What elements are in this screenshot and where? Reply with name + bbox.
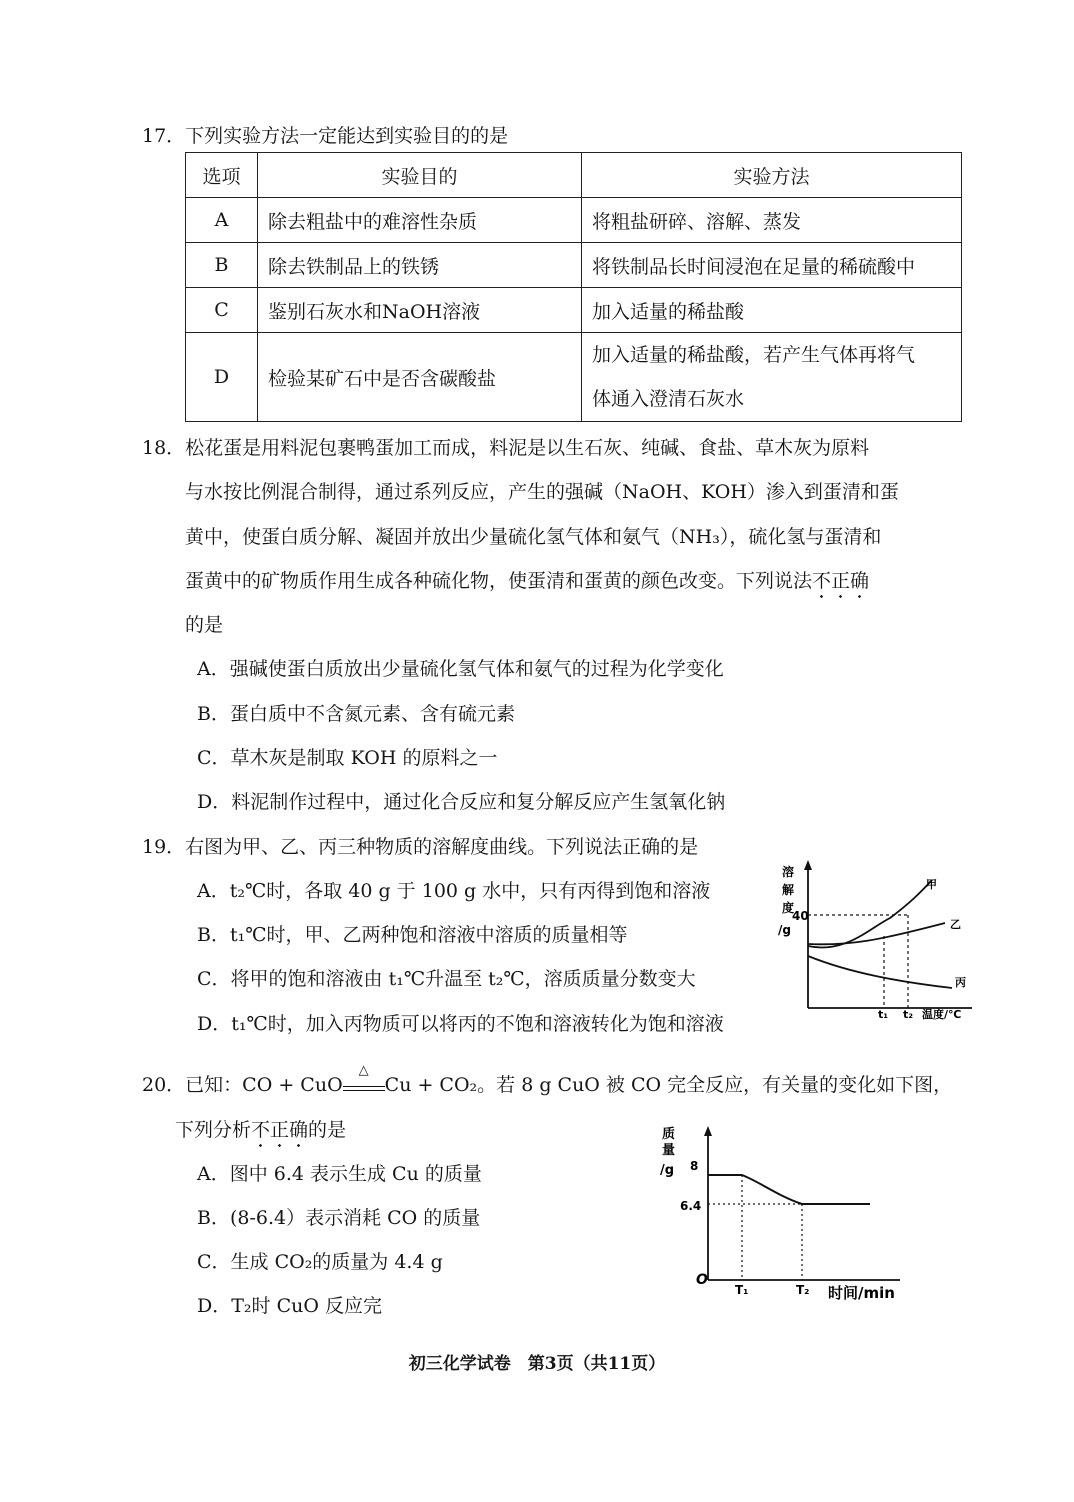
emphasis-not-correct: 不正确 bbox=[812, 570, 870, 592]
q20-line2-text-a: 下列分析 bbox=[175, 1119, 252, 1141]
q20-line1-text-a: 20．已知：CO + CuO bbox=[142, 1074, 343, 1096]
q20-option-c: C．生成 CO₂的质量为 4.4 g bbox=[197, 1251, 443, 1273]
q19-stem: 19．右图为甲、乙、丙三种物质的溶解度曲线。下列说法正确的是 bbox=[142, 836, 699, 858]
series-label-jia: 甲 bbox=[926, 878, 937, 891]
q20-line2-text-c: 的是 bbox=[308, 1119, 347, 1141]
q18-option-b: B．蛋白质中不含氮元素、含有硫元素 bbox=[197, 703, 515, 725]
row-method: 将粗盐研碎、溶解、蒸发 bbox=[582, 198, 962, 243]
q20-line1 bbox=[142, 1063, 953, 1097]
table-row bbox=[186, 288, 962, 333]
row-method bbox=[582, 333, 962, 422]
reaction-arrow bbox=[343, 1063, 385, 1091]
y-label-char: 度 bbox=[782, 901, 795, 915]
q20-option-d: D．T₂时 CuO 反应完 bbox=[197, 1295, 382, 1317]
row-purpose: 检验某矿石中是否含碳酸盐 bbox=[258, 333, 582, 422]
q20-line1-text-b: Cu + CO₂。若 8 g CuO 被 CO 完全反应，有关量的变化如下图， bbox=[384, 1074, 953, 1096]
row-purpose: 鉴别石灰水和NaOH溶液 bbox=[258, 288, 582, 333]
x-tick-t2: T₂ bbox=[796, 1283, 810, 1297]
row-option: C bbox=[186, 288, 258, 333]
series-label-yi: 乙 bbox=[950, 918, 961, 931]
equal-sign bbox=[343, 1086, 385, 1091]
row-method-line2: 体通入澄清石灰水 bbox=[592, 388, 745, 410]
y-label-char: 解 bbox=[782, 883, 795, 897]
q20-option-a: A．图中 6.4 表示生成 Cu 的质量 bbox=[197, 1163, 482, 1185]
row-method: 将铁制品长时间浸泡在足量的稀硫酸中 bbox=[582, 243, 962, 288]
row-option: A bbox=[186, 198, 258, 243]
y-tick-40: 40 bbox=[792, 909, 809, 923]
header-purpose: 实验目的 bbox=[258, 153, 582, 198]
q19-option-d: D．t₁℃时，加入丙物质可以将丙的不饱和溶液转化为饱和溶液 bbox=[197, 1013, 724, 1035]
table-header-row bbox=[186, 153, 962, 198]
y-label-char: /g bbox=[660, 1163, 675, 1178]
curve-jia bbox=[808, 880, 932, 948]
x-label: 时间/min bbox=[828, 1284, 895, 1302]
y-axis-arrow bbox=[804, 860, 812, 870]
q20-option-b: B．(8-6.4）表示消耗 CO 的质量 bbox=[197, 1207, 481, 1229]
mass-curve bbox=[708, 1175, 870, 1204]
x-label: 温度/℃ bbox=[922, 1008, 962, 1021]
x-tick-t1: T₁ bbox=[735, 1283, 749, 1297]
row-method: 加入适量的稀盐酸 bbox=[582, 288, 962, 333]
y-label-char: 溶 bbox=[782, 865, 795, 879]
q18-option-d: D．料泥制作过程中，通过化合反应和复分解反应产生氢氧化钠 bbox=[197, 791, 726, 813]
solubility-curve-graph bbox=[760, 858, 985, 1023]
q18-option-a: A．强碱使蛋白质放出少量硫化氢气体和氨气的过程为化学变化 bbox=[197, 658, 724, 680]
q19-option-c: C．将甲的饱和溶液由 t₁℃升温至 t₂℃，溶质质量分数变大 bbox=[197, 968, 696, 990]
row-purpose: 除去粗盐中的难溶性杂质 bbox=[258, 198, 582, 243]
y-label-char: 量 bbox=[662, 1143, 676, 1158]
header-method: 实验方法 bbox=[582, 153, 962, 198]
mass-time-graph bbox=[660, 1122, 920, 1304]
row-option: D bbox=[186, 333, 258, 422]
q19-option-b: B．t₁℃时，甲、乙两种饱和溶液中溶质的质量相等 bbox=[197, 924, 628, 946]
x-tick-t1: t₁ bbox=[878, 1008, 889, 1021]
row-purpose: 除去铁制品上的铁锈 bbox=[258, 243, 582, 288]
q18-line4 bbox=[185, 569, 869, 593]
y-label-char: /g bbox=[778, 923, 791, 937]
table-row bbox=[186, 243, 962, 288]
q20-line2 bbox=[175, 1118, 346, 1142]
origin-label: O bbox=[696, 1272, 708, 1288]
series-label-bing: 丙 bbox=[955, 976, 966, 989]
q18-line4-text: 蛋黄中的矿物质作用生成各种硫化物，使蛋清和蛋黄的颜色改变。下列说法 bbox=[185, 570, 813, 592]
page-footer: 初三化学试卷 第3页（共11页） bbox=[408, 1354, 666, 1374]
row-option: B bbox=[186, 243, 258, 288]
q18-line5: 的是 bbox=[185, 614, 224, 636]
emphasis-not-correct: 不正确 bbox=[251, 1119, 309, 1141]
q17-table bbox=[185, 152, 962, 422]
table-row bbox=[186, 198, 962, 243]
y-label-char: 质 bbox=[662, 1127, 676, 1142]
table-row bbox=[186, 333, 962, 422]
curve-bing bbox=[808, 956, 952, 988]
row-method-line1: 加入适量的稀盐酸，若产生气体再将气 bbox=[592, 344, 916, 366]
q18-option-c: C．草木灰是制取 KOH 的原料之一 bbox=[197, 747, 498, 769]
header-option: 选项 bbox=[186, 153, 258, 198]
heat-symbol: △ bbox=[358, 1063, 369, 1078]
y-tick-8: 8 bbox=[690, 1159, 699, 1173]
q18-line3: 黄中，使蛋白质分解、凝固并放出少量硫化氢气体和氨气（NH₃），硫化氢与蛋清和 bbox=[185, 526, 882, 548]
q19-option-a: A．t₂℃时，各取 40 g 于 100 g 水中，只有丙得到饱和溶液 bbox=[197, 880, 711, 902]
y-axis-arrow bbox=[704, 1126, 712, 1136]
q18-line1: 18．松花蛋是用料泥包裹鸭蛋加工而成，料泥是以生石灰、纯碱、食盐、草木灰为原料 bbox=[142, 437, 870, 459]
y-tick-6-4: 6.4 bbox=[680, 1199, 702, 1213]
q17-stem: 17．下列实验方法一定能达到实验目的的是 bbox=[142, 125, 509, 147]
x-tick-t2: t₂ bbox=[903, 1008, 914, 1021]
q18-line2: 与水按比例混合制得，通过系列反应，产生的强碱（NaOH、KOH）渗入到蛋清和蛋 bbox=[185, 481, 899, 503]
